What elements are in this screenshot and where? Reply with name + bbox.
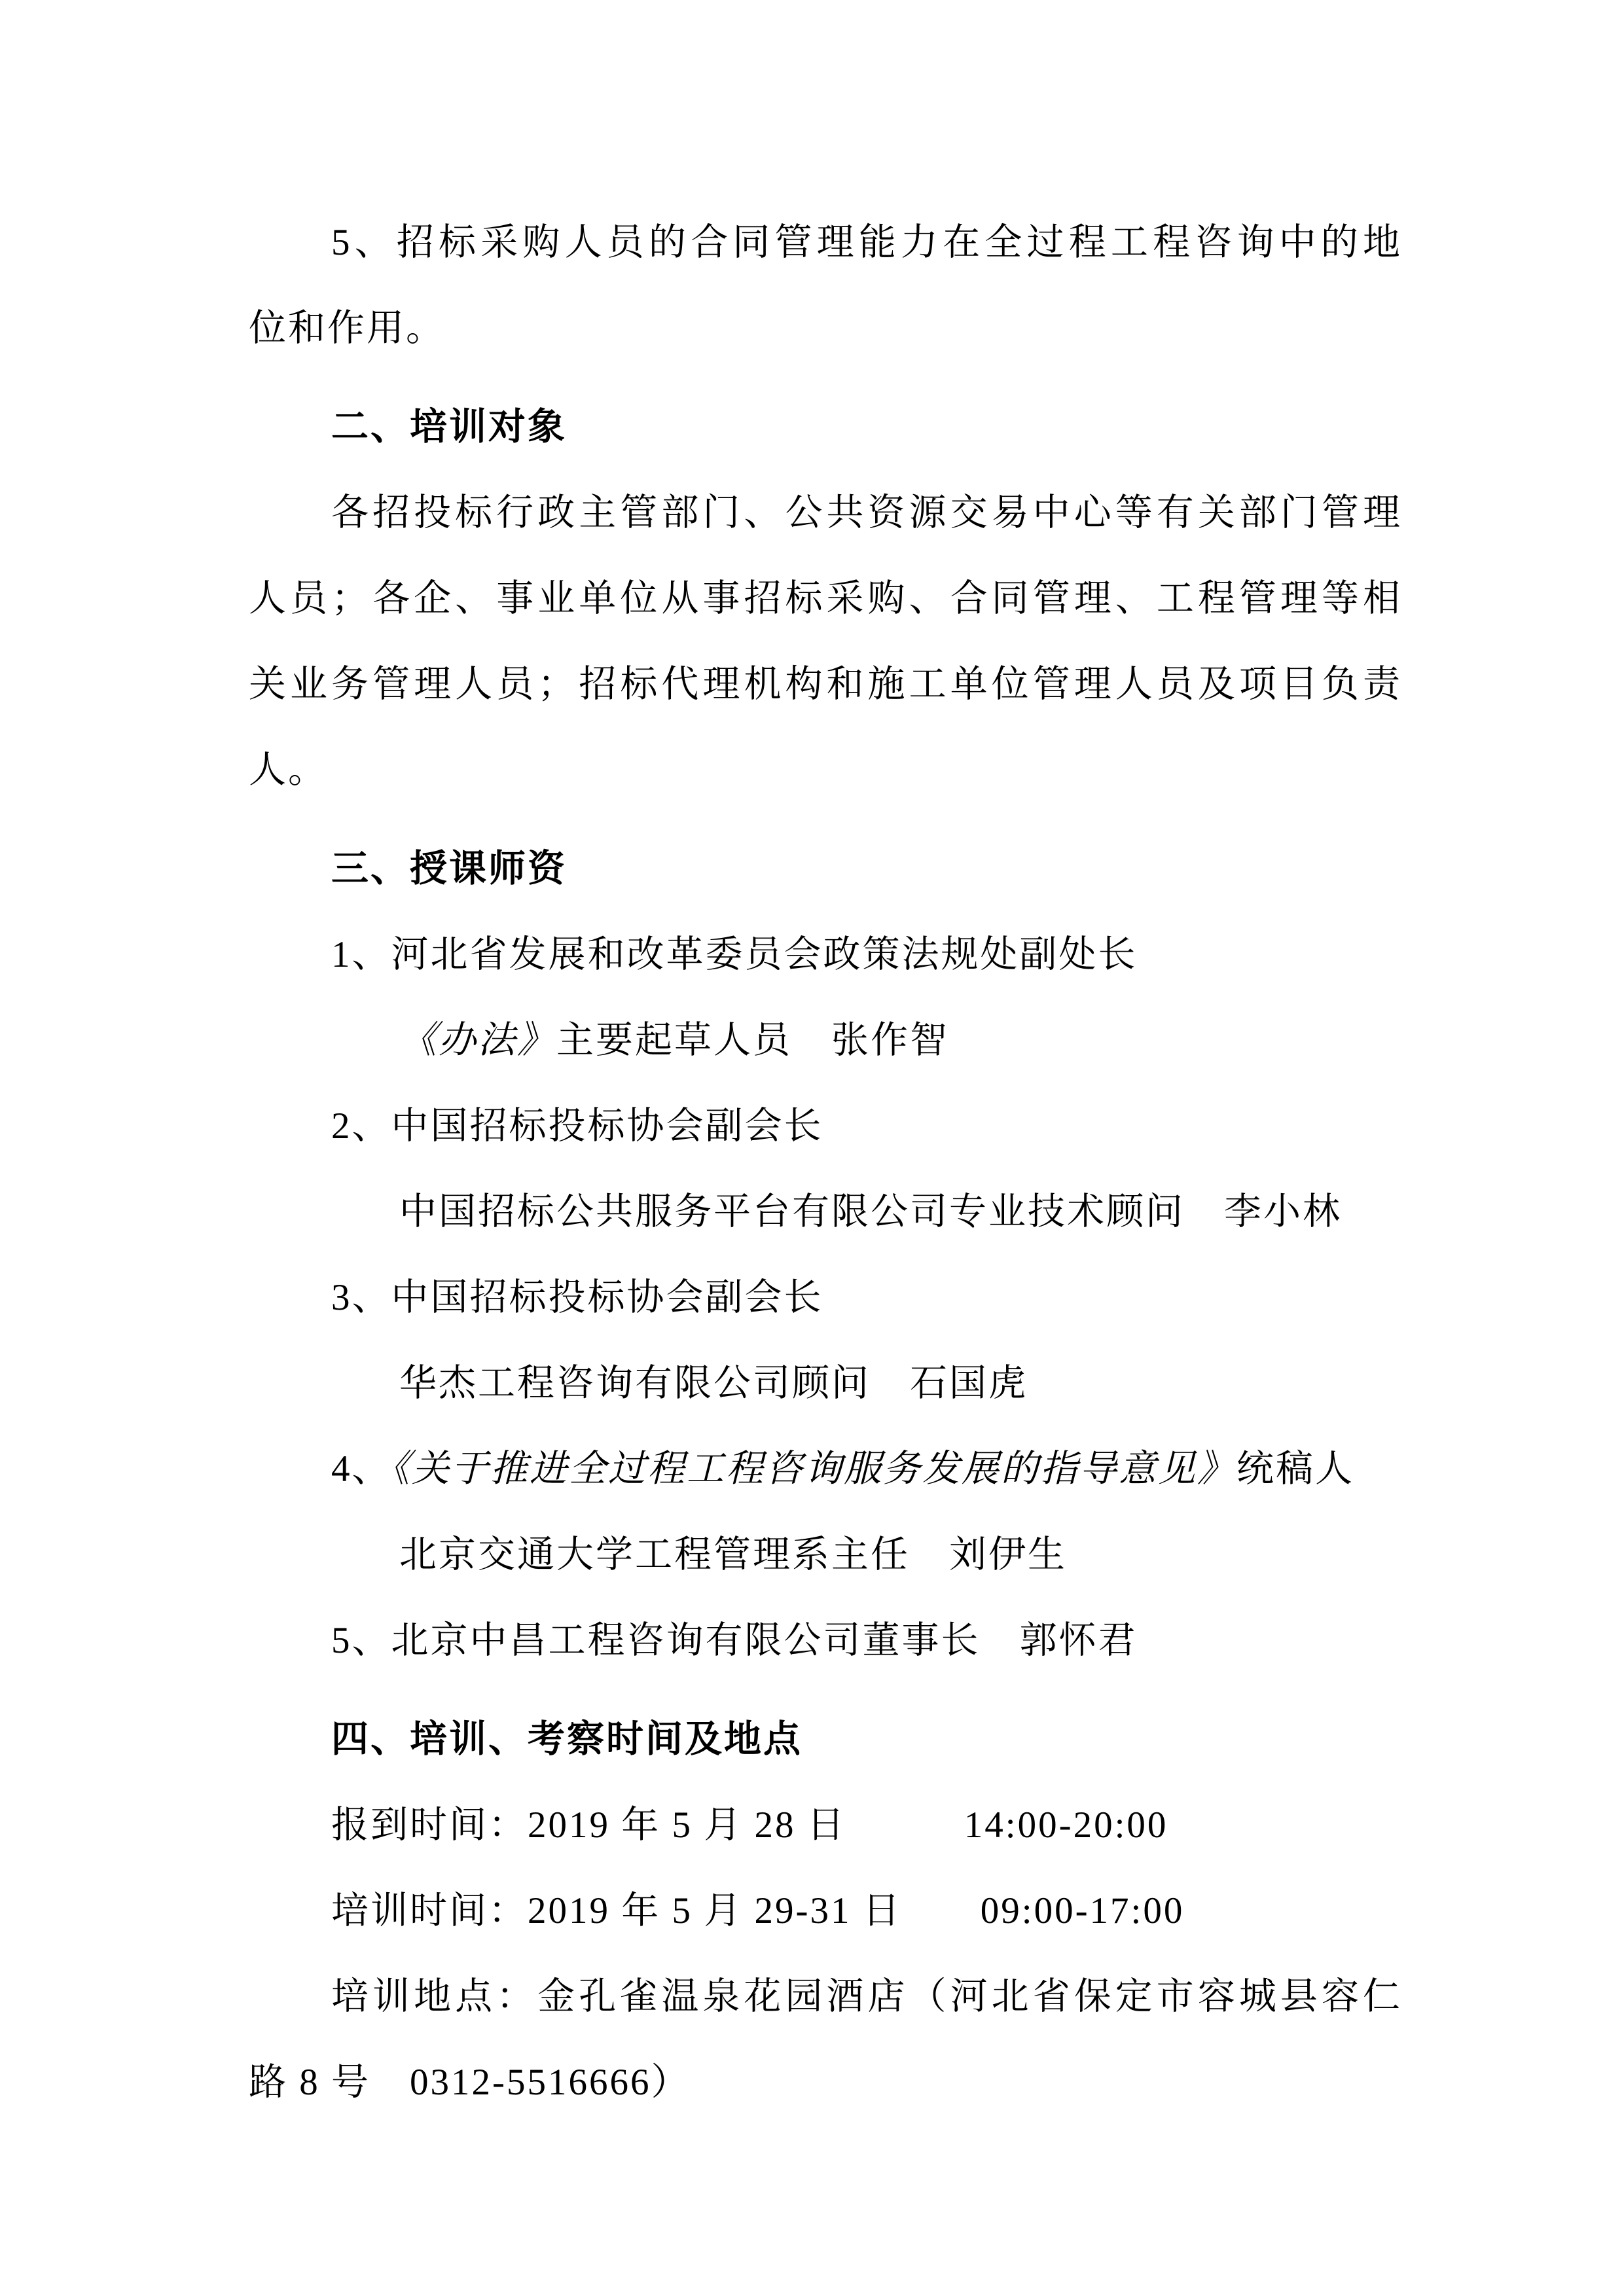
text-segment: 培训时间：2019 年 5 月 29-31 日 09:00-17:00 (331, 1890, 1185, 1931)
audience-paragraph-line (249, 556, 1402, 641)
section-heading-4 (249, 1696, 1402, 1782)
text-segment: 人员；各企、事业单位从事招标采购、合同管理、工程管理等相 (249, 578, 1402, 619)
text-segment: 位和作用。 (249, 308, 445, 349)
instructor-title-line (249, 1255, 1402, 1340)
text-segment: 5、招标采购人员的合同管理能力在全过程工程咨询中的地 (331, 222, 1402, 263)
instructor-name-line (249, 1512, 1402, 1598)
instructor-title-line (249, 1598, 1402, 1683)
instructor-title-line (249, 912, 1402, 997)
audience-paragraph-line (249, 641, 1402, 727)
text-segment: 统稿人 (1236, 1448, 1354, 1490)
text-segment: 4、 (331, 1448, 391, 1490)
text-segment: 3、中国招标投标协会副会长 (331, 1277, 823, 1318)
training-time-line (249, 1868, 1402, 1954)
instructor-name-line (249, 1340, 1402, 1426)
course-item-line (249, 200, 1402, 285)
text-segment: 人。 (249, 749, 327, 791)
audience-paragraph-line (249, 727, 1402, 813)
text-segment: 培训地点：金孔雀温泉花园酒店（河北省保定市容城县容仁 (331, 1976, 1402, 2017)
instructor-name-line (249, 997, 1402, 1083)
text-segment: 北京交通大学工程管理系主任 刘伊生 (399, 1534, 1067, 1575)
text-segment: 中国招标公共服务平台有限公司专业技术顾问 李小林 (399, 1191, 1342, 1232)
text-segment: 关业务管理人员；招标代理机构和施工单位管理人员及项目负责 (249, 664, 1402, 705)
training-venue-line (249, 1954, 1402, 2039)
text-segment: 四、培训、考察时间及地点 (331, 1718, 803, 1760)
audience-paragraph-line (249, 470, 1402, 556)
registration-time-line (249, 1782, 1402, 1868)
text-segment: 主要起草人员 张作智 (556, 1020, 949, 1061)
text-segment: 报到时间：2019 年 5 月 28 日 14:00-20:00 (331, 1804, 1168, 1846)
text-segment: 5、北京中昌工程咨询有限公司董事长 郭怀君 (331, 1620, 1138, 1661)
text-segment: 路 8 号 0312-5516666） (249, 2062, 691, 2103)
instructor-title-line (249, 1426, 1402, 1512)
text-segment: 三、授课师资 (331, 848, 567, 889)
text-segment: 二、培训对象 (331, 406, 567, 448)
instructor-title-line (249, 1083, 1402, 1169)
document-content (249, 200, 1402, 2125)
book-title-emphasis: 《办法》 (399, 1020, 556, 1061)
course-item-line (249, 285, 1402, 371)
training-venue-line (249, 2039, 1402, 2125)
section-heading-2 (249, 384, 1402, 470)
text-segment: 华杰工程咨询有限公司顾问 石国虎 (399, 1363, 1028, 1404)
instructor-name-line (249, 1169, 1402, 1255)
text-segment: 各招投标行政主管部门、公共资源交易中心等有关部门管理 (331, 492, 1402, 533)
text-segment: 1、河北省发展和改革委员会政策法规处副处长 (331, 934, 1138, 975)
text-segment: 2、中国招标投标协会副会长 (331, 1105, 823, 1147)
book-title-emphasis: 《关于推进全过程工程咨询服务发展的指导意见》 (391, 1448, 1236, 1490)
section-heading-3 (249, 826, 1402, 912)
